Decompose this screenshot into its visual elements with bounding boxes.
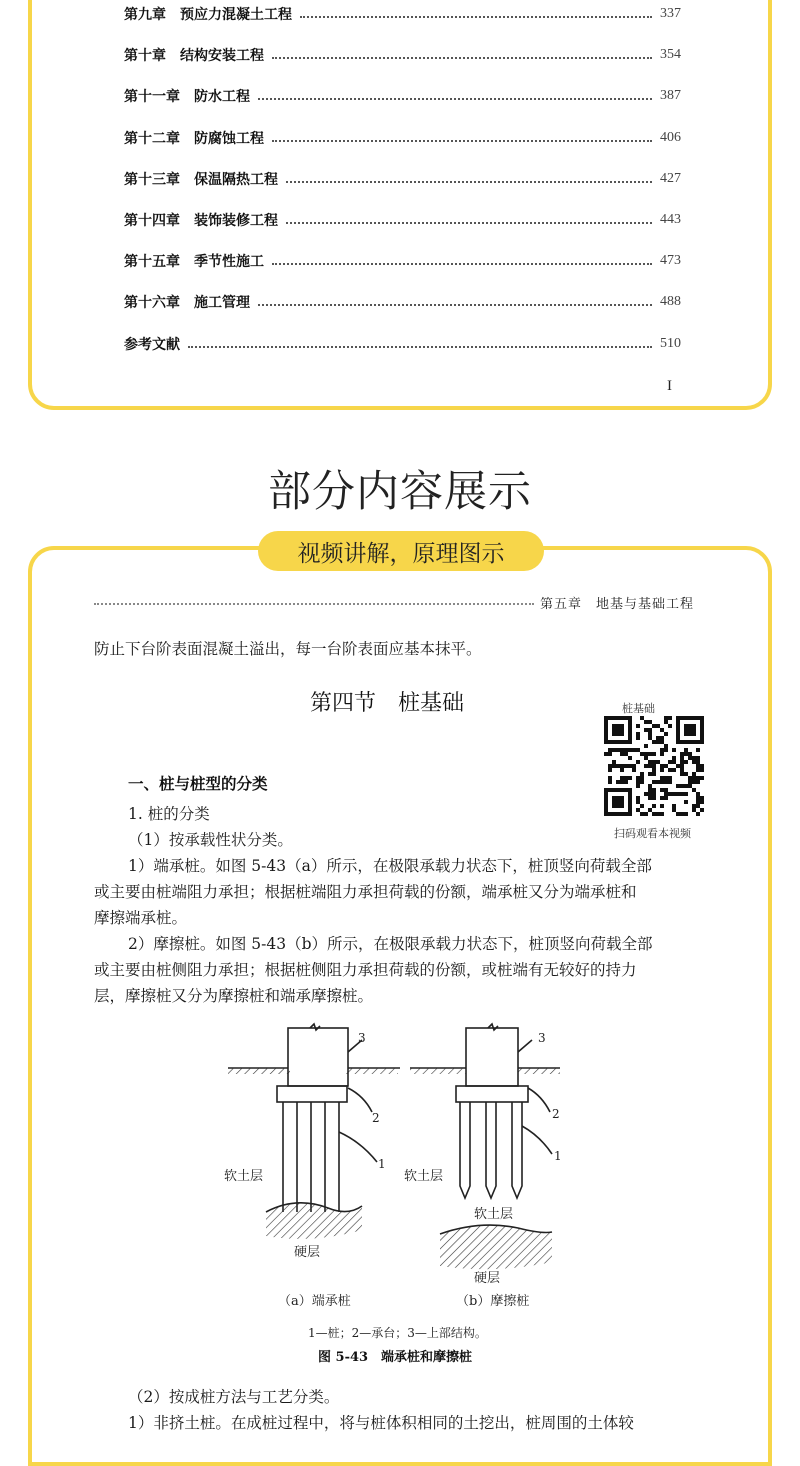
- qr-code: [604, 716, 704, 818]
- section-heading: 第四节 桩基础: [310, 691, 465, 716]
- pile-figure: [0, 1010, 800, 1370]
- toc-leader-dots: [286, 181, 652, 183]
- caption-b: （b）摩擦桩: [456, 1294, 530, 1309]
- toc-chapter-title: 保温隔热工程: [194, 171, 278, 188]
- paragraph-line: 摩擦端承桩。: [94, 909, 188, 927]
- paragraph-line: 或主要由桩端阻力承担；根据桩端阻力承担荷载的份额，端承桩又分为端承桩和: [94, 883, 637, 901]
- caption-a: （a）端承桩: [278, 1294, 351, 1309]
- header-dotted-rule: [94, 603, 534, 605]
- toc-chapter-label: 第十二章: [124, 130, 180, 147]
- toc-chapter-label: 第九章: [124, 7, 166, 23]
- figure-number-3: 3: [358, 1031, 366, 1045]
- toc-leader-dots: [258, 98, 652, 100]
- subsection-heading: 一、桩与桩型的分类: [128, 774, 268, 793]
- ribbon-label: 视频讲解，原理图示: [258, 531, 544, 571]
- toc-row: [124, 3, 681, 25]
- qr-caption-top: 桩基础: [622, 702, 655, 715]
- toc-page-number: 443: [660, 212, 681, 227]
- toc-chapter-title: 装饰装修工程: [194, 213, 278, 229]
- toc-page-number: 387: [660, 88, 681, 104]
- toc-page-number: I: [667, 378, 672, 394]
- toc-chapter-label: 第十三章: [124, 171, 180, 188]
- toc-chapter-label: 第十五章: [124, 254, 180, 271]
- hard-layer-label: 硬层: [474, 1271, 501, 1286]
- list-item: （1）按承载性状分类。: [128, 831, 293, 849]
- figure-number-2: 2: [552, 1107, 560, 1121]
- toc-chapter-title: 防水工程: [194, 89, 250, 106]
- toc-chapter-label: 第十章: [124, 48, 166, 65]
- toc-row: [124, 209, 681, 231]
- toc-page-number: 510: [660, 335, 681, 351]
- toc-row: [124, 333, 681, 355]
- paragraph-line: 1）非挤土桩。在成桩过程中，将与桩体积相同的土挖出，桩周围的土体较: [128, 1414, 634, 1432]
- toc-chapter-label: 第十四章: [124, 213, 180, 229]
- toc-leader-dots: [258, 304, 652, 306]
- paragraph-line: 2）摩擦桩。如图 5-43（b）所示，在极限承载力状态下，桩顶竖向荷载全部: [128, 935, 653, 953]
- hard-layer-label: 硬层: [294, 1245, 321, 1260]
- figure-legend: 1—桩；2—承台；3—上部结构。: [308, 1326, 487, 1340]
- toc-row: [124, 44, 681, 66]
- figure-number-1: 1: [554, 1149, 562, 1163]
- toc-row: [124, 250, 681, 272]
- toc-page-number: 427: [660, 170, 681, 186]
- toc-leader-dots: [300, 16, 652, 18]
- toc-row: [124, 291, 681, 313]
- toc-page-number: 406: [660, 129, 681, 145]
- toc-leader-dots: [272, 57, 652, 59]
- toc-chapter-title: 施工管理: [194, 295, 250, 312]
- chapter-header: 第五章 地基与基础工程: [540, 597, 695, 612]
- toc-leader-dots: [272, 263, 652, 265]
- toc-page-number: 337: [660, 6, 681, 21]
- toc-page-number: 473: [660, 253, 681, 269]
- toc-row: [124, 127, 681, 149]
- figure-title: 图 5-43 端承桩和摩擦桩: [318, 1350, 473, 1365]
- toc-chapter-title: 防腐蚀工程: [194, 130, 264, 147]
- soft-layer-label: 软土层: [474, 1207, 514, 1222]
- toc-chapter-label: 第十六章: [124, 295, 180, 312]
- qr-caption-bottom: 扫码观看本视频: [614, 827, 691, 840]
- paragraph-line: 层，摩擦桩又分为摩擦桩和端承摩擦桩。: [94, 987, 374, 1005]
- toc-chapter-label: 第十一章: [124, 89, 180, 106]
- paragraph-line: 防止下台阶表面混凝土溢出，每一台阶表面应基本抹平。: [94, 640, 482, 658]
- section-title: 部分内容展示: [268, 467, 532, 517]
- figure-b: [410, 1024, 560, 1269]
- soft-layer-label: 软土层: [224, 1169, 264, 1184]
- toc-row: [124, 168, 681, 190]
- toc-row: [124, 85, 681, 107]
- toc-leader-dots: [272, 140, 652, 142]
- toc-page-number: 488: [660, 294, 681, 310]
- list-item: 1. 桩的分类: [128, 805, 210, 823]
- figure-number-1: 1: [378, 1157, 386, 1171]
- toc-leader-dots: [188, 346, 652, 348]
- toc-leader-dots: [286, 222, 652, 224]
- paragraph-line: 1）端承桩。如图 5-43（a）所示，在极限承载力状态下，桩顶竖向荷载全部: [128, 857, 652, 875]
- toc-chapter-title: 季节性施工: [194, 254, 264, 271]
- figure-number-3: 3: [538, 1031, 546, 1045]
- list-item: （2）按成桩方法与工艺分类。: [128, 1388, 340, 1406]
- figure-number-2: 2: [372, 1111, 380, 1125]
- toc-chapter-label: 参考文献: [124, 336, 180, 353]
- paragraph-line: 或主要由桩侧阻力承担；根据桩侧阻力承担荷载的份额，或桩端有无较好的持力: [94, 961, 637, 979]
- figure-a: [228, 1024, 400, 1239]
- toc-page-number: 354: [660, 47, 681, 63]
- soft-layer-label: 软土层: [404, 1169, 444, 1184]
- toc-chapter-title: 结构安装工程: [180, 48, 264, 65]
- toc-chapter-title: 预应力混凝土工程: [180, 7, 292, 23]
